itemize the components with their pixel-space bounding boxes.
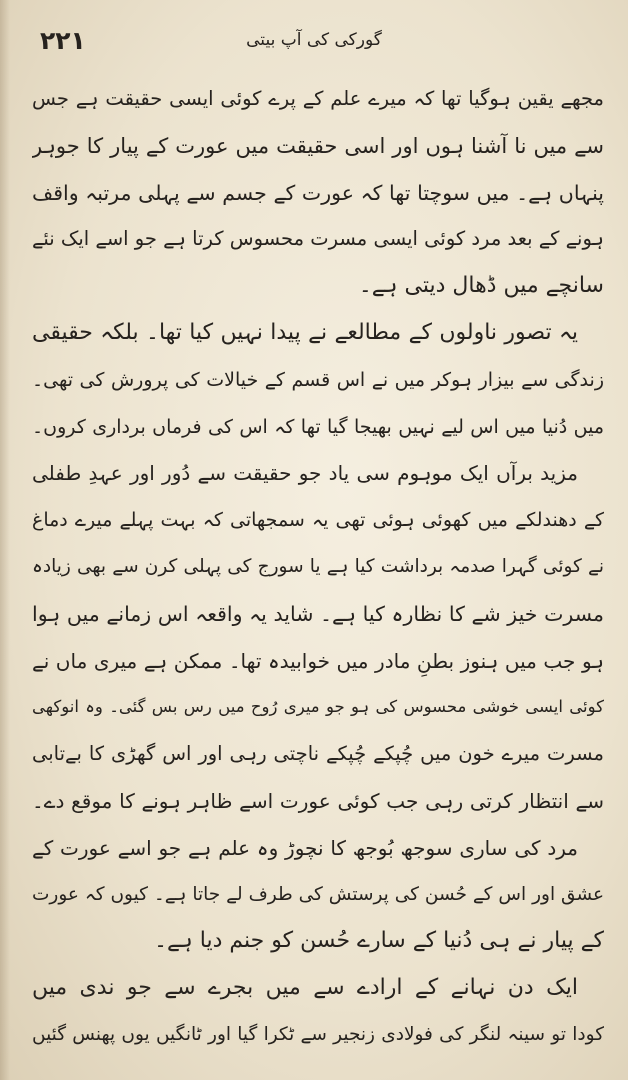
body-text	[32, 76, 604, 1059]
text-line: یہ تصور ناولوں کے مطالعے نے پیدا نہیں کیا تھا۔ بلکہ حقیقی	[32, 319, 578, 345]
running-title: گورکی کی آپ بیتی	[246, 30, 382, 50]
text-line: ہونے کے بعد مرد کوئی ایسی مسرت محسوس کرتا ہے جو اسے ایک نئے	[32, 227, 604, 251]
text-line: مزید برآں ایک موہوم سی یاد جو حقیقت سے دُور اور عہدِ طفلی	[32, 461, 578, 486]
text-line: مسرت خیز شے کا نظارہ کیا ہے۔ شاید یہ واقعہ اس زمانے میں ہوا	[32, 601, 604, 626]
page-edge-shadow	[0, 0, 10, 1080]
text-line: ہو جب میں ہنوز بطنِ مادر میں خوابیدہ تھا۔ ممکن ہے میری ماں نے	[32, 648, 604, 673]
text-line: زندگی سے بیزار ہوکر میں نے اس قسم کے خیالات کی پرورش کی تھی۔	[32, 368, 604, 391]
text-line: کے دھندلکے میں کھوئی ہوئی تھی یہ سمجھاتی کہ بہت پہلے میرے دماغ	[32, 509, 604, 532]
text-line: سے میں نا آشنا ہوں اور اسی حقیقت میں عورت کے پیار کا جوہر	[32, 133, 604, 158]
text-line: ایک دن نہانے کے ارادے سے میں بجرے سے جو ندی میں	[32, 975, 578, 1001]
text-line: کے پیار نے ہی دُنیا کے سارے حُسن کو جنم دیا ہے۔	[154, 928, 604, 954]
text-line: نے کوئی گہرا صدمہ برداشت کیا ہے یا سورج کی پہلی کرن سے بھی زیادہ	[32, 555, 604, 577]
text-line: مرد کی ساری سوجھ بُوجھ کا نچوڑ وہ علم ہے جو اسے عورت کے	[32, 835, 578, 860]
text-line: عشق اور اس کے حُسن کی پرستش کی طرف لے جاتا ہے۔ کیوں کہ عورت	[32, 883, 604, 905]
page-number: ۲۲۱	[40, 26, 86, 55]
text-line: کودا تو سینہ لنگر کی فولادی زنجیر سے ٹکرا گیا اور ٹانگیں یوں پھنس گئیں	[32, 1023, 604, 1045]
text-line: مسرت میرے خون میں چُپکے چُپکے ناچتی رہی اور اس گھڑی کا بےتابی	[32, 742, 604, 766]
text-line: سانچے میں ڈھال دیتی ہے۔	[358, 273, 604, 299]
text-line: پنہاں ہے۔ میں سوچتا تھا کہ عورت کے جسم سے پہلی مرتبہ واقف	[32, 180, 604, 205]
text-line: میں دُنیا میں اس لیے نہیں بھیجا گیا تھا کہ اس کی فرماں برداری کروں۔	[32, 415, 604, 438]
text-line: سے انتظار کرتی رہی جب کوئی عورت اسے ظاہر ہونے کا موقع دے۔	[32, 788, 604, 813]
text-line: مجھے یقین ہوگیا تھا کہ میرے علم کے پرے کوئی ایسی حقیقت ہے جس	[32, 87, 604, 110]
text-line: کوئی ایسی خوشی محسوس کی ہو جو میری رُوح میں رس بس گئی۔ وہ انوکھی	[32, 697, 604, 717]
